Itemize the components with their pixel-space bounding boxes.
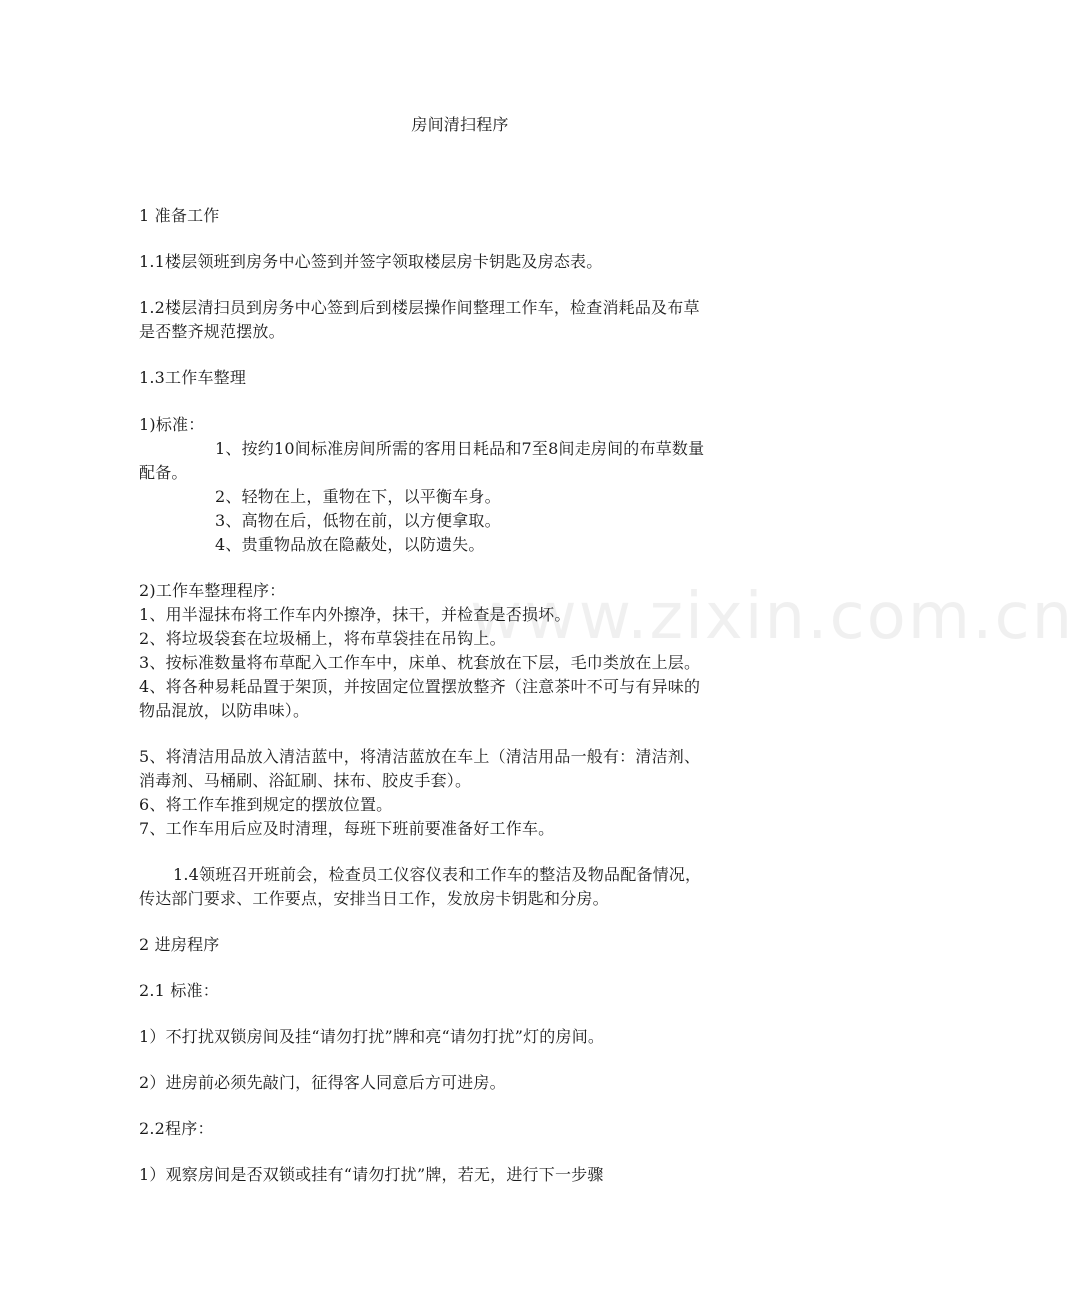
standard-item-1-line-2: 配备。 [139, 463, 188, 482]
section-2-heading: 2 进房程序 [139, 935, 220, 954]
standard-label: 1)标准： [139, 415, 205, 434]
standard-item-2: 2、轻物在上，重物在下，以平衡车身。 [215, 487, 501, 506]
paragraph-2-1-item-1: 1）不打扰双锁房间及挂“请勿打扰”牌和亮“请勿打扰”灯的房间。 [139, 1027, 605, 1046]
paragraph-1-4-line-2: 传达部门要求、工作要点，安排当日工作，发放房卡钥匙和分房。 [139, 889, 609, 908]
paragraph-2-2: 2.2程序： [139, 1119, 214, 1138]
procedure-item-3: 3、按标准数量将布草配入工作车中，床单、枕套放在下层，毛巾类放在上层。 [139, 653, 701, 672]
paragraph-2-1-item-2: 2）进房前必须先敲门，征得客人同意后方可进房。 [139, 1073, 506, 1092]
procedure-item-1: 1、用半湿抹布将工作车内外擦净，抹干，并检查是否损坏。 [139, 605, 571, 624]
procedure-item-5-line-1: 5、将清洁用品放入清洁蓝中，将清洁蓝放在车上（清洁用品一般有：清洁剂、 [139, 747, 701, 766]
paragraph-1-2-line-2: 是否整齐规范摆放。 [139, 322, 285, 341]
procedure-item-6: 6、将工作车推到规定的摆放位置。 [139, 795, 393, 814]
standard-item-3: 3、高物在后，低物在前，以方便拿取。 [215, 511, 501, 530]
paragraph-1-1: 1.1楼层领班到房务中心签到并签字领取楼层房卡钥匙及房态表。 [139, 252, 603, 271]
paragraph-1-3: 1.3工作车整理 [139, 368, 247, 387]
section-1-heading: 1 准备工作 [139, 206, 220, 225]
watermark: www.zixin.com.cn [470, 580, 1074, 654]
paragraph-2-2-item-1: 1）观察房间是否双锁或挂有“请勿打扰”牌，若无，进行下一步骤 [139, 1165, 604, 1184]
standard-item-1-line-1: 1、按约10间标准房间所需的客用日耗品和7至8间走房间的布草数量 [215, 439, 705, 458]
procedure-label: 2)工作车整理程序： [139, 581, 286, 600]
procedure-item-5-line-2: 消毒剂、马桶刷、浴缸刷、抹布、胶皮手套）。 [139, 771, 472, 790]
procedure-item-4-line-1: 4、将各种易耗品置于架顶，并按固定位置摆放整齐（注意茶叶不可与有异味的 [139, 677, 701, 696]
paragraph-1-2-line-1: 1.2楼层清扫员到房务中心签到后到楼层操作间整理工作车，检查消耗品及布草 [139, 298, 700, 317]
paragraph-1-4-line-1: 1.4领班召开班前会，检查员工仪容仪表和工作车的整洁及物品配备情况， [173, 865, 702, 884]
procedure-item-4-line-2: 物品混放，以防串味）。 [139, 701, 310, 720]
standard-item-4: 4、贵重物品放在隐蔽处，以防遗失。 [215, 535, 485, 554]
paragraph-2-1: 2.1 标准： [139, 981, 219, 1000]
document-title: 房间清扫程序 [411, 115, 509, 134]
procedure-item-2: 2、将垃圾袋套在垃圾桶上，将布草袋挂在吊钩上。 [139, 629, 506, 648]
procedure-item-7: 7、工作车用后应及时清理，每班下班前要准备好工作车。 [139, 819, 555, 838]
